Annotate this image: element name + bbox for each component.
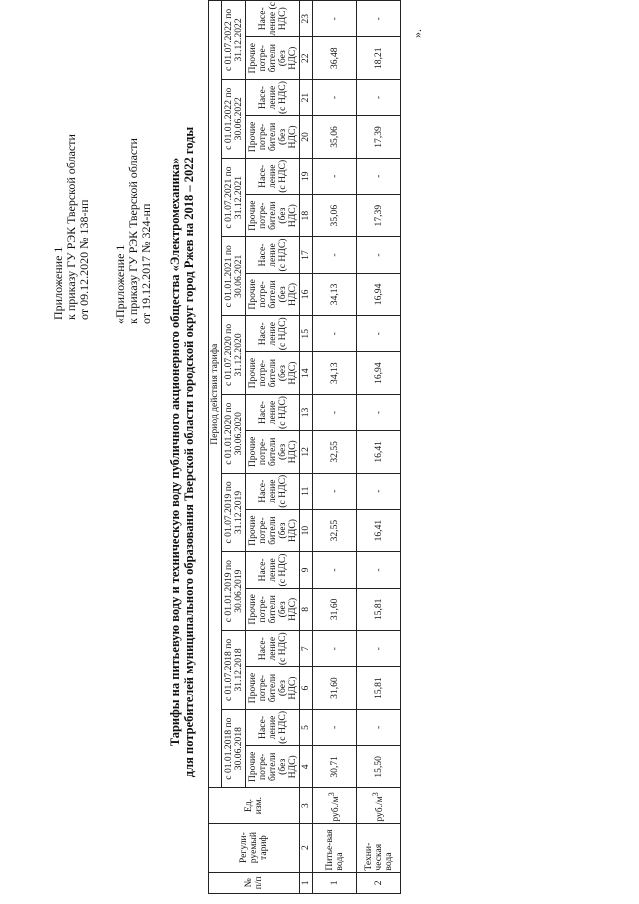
closing-mark: ». xyxy=(410,29,424,38)
tariff-value: 15,81 xyxy=(357,588,401,630)
subheader-other: Прочие потре-бители (без НДС) xyxy=(246,194,300,236)
unit-superscript: 3 xyxy=(371,792,381,797)
tariff-value: - xyxy=(313,316,357,352)
tariff-value: 32,55 xyxy=(313,431,357,473)
subheader-population: Насе-ление (с НДС) xyxy=(246,631,300,667)
table-row xyxy=(313,1,357,894)
tariff-value: 30,71 xyxy=(313,746,357,788)
column-index: 20 xyxy=(300,116,313,158)
tariff-value: 16,94 xyxy=(357,273,401,315)
tariff-value: - xyxy=(357,316,401,352)
subheader-other: Прочие потре-бители (без НДС) xyxy=(246,37,300,79)
subheader-population: Насе-ление (с НДС) xyxy=(246,237,300,273)
column-index: 4 xyxy=(300,746,313,788)
period-header: с 01.01.2018 по 30.06.2018 xyxy=(222,709,246,788)
subheader-other: Прочие потре-бители (без НДС) xyxy=(246,746,300,788)
appendix-current-line: Приложение 1 xyxy=(51,246,65,320)
tariff-value: - xyxy=(357,158,401,194)
tariff-value: 18,21 xyxy=(357,37,401,79)
column-index: 16 xyxy=(300,273,313,315)
row-tariff: Техни-ческая вода xyxy=(357,823,401,872)
row-unit xyxy=(357,788,401,823)
subheader-other: Прочие потре-бители (без НДС) xyxy=(246,116,300,158)
tariff-table xyxy=(208,0,401,894)
title-line-1: Тарифы на питьевую воду и техническую воду публичного акционерного общества «Электромеханика» xyxy=(168,157,182,747)
subheader-population: Насе-ление (с НДС) xyxy=(246,316,300,352)
column-index: 9 xyxy=(300,552,313,588)
tariff-value: - xyxy=(313,552,357,588)
tariff-value: - xyxy=(313,394,357,430)
tariff-value: - xyxy=(357,709,401,745)
period-header: с 01.07.2018 по 31.12.2018 xyxy=(222,631,246,710)
column-index: 5 xyxy=(300,709,313,745)
tariff-value: 31,60 xyxy=(313,588,357,630)
subheader-population: Насе-ление (с НДС) xyxy=(246,709,300,745)
column-index: 13 xyxy=(300,394,313,430)
tariff-value: 17,39 xyxy=(357,116,401,158)
subheader-population: Насе-ление (с НДС) xyxy=(246,473,300,509)
header-unit: Ед. изм. xyxy=(209,788,300,823)
column-index: 2 xyxy=(300,823,313,872)
subheader-other: Прочие потре-бители (без НДС) xyxy=(246,273,300,315)
tariff-value: 16,41 xyxy=(357,431,401,473)
tariff-value: 35,06 xyxy=(313,116,357,158)
tariff-value: 32,55 xyxy=(313,509,357,551)
subheader-other: Прочие потре-бители (без НДС) xyxy=(246,509,300,551)
document-title xyxy=(168,0,196,904)
unit-text: руб./м xyxy=(374,796,386,822)
tariff-value: - xyxy=(357,1,401,38)
header-period-group: Период действия тарифа xyxy=(209,1,222,789)
period-header: с 01.01.2021 по 30.06.2021 xyxy=(222,237,246,316)
column-index: 10 xyxy=(300,509,313,551)
subheader-other: Прочие потре-бители (без НДС) xyxy=(246,352,300,394)
column-index: 3 xyxy=(300,788,313,823)
header-num: № п/п xyxy=(209,872,300,893)
column-index: 18 xyxy=(300,194,313,236)
tariff-value: 35,06 xyxy=(313,194,357,236)
period-header: с 01.01.2022 по 30.06.2022 xyxy=(222,79,246,158)
column-index: 8 xyxy=(300,588,313,630)
tariff-value: 16,41 xyxy=(357,509,401,551)
column-index: 1 xyxy=(300,872,313,893)
tariff-value: - xyxy=(357,394,401,430)
unit-text: руб./м xyxy=(330,796,342,822)
column-index: 15 xyxy=(300,316,313,352)
subheader-other: Прочие потре-бители (без НДС) xyxy=(246,667,300,709)
period-header: с 01.07.2019 по 31.12.2019 xyxy=(222,473,246,552)
period-header: с 01.01.2019 по 30.06.2019 xyxy=(222,552,246,631)
tariff-value: 16,94 xyxy=(357,352,401,394)
tariff-value: - xyxy=(313,1,357,38)
tariff-value: - xyxy=(313,158,357,194)
column-index: 7 xyxy=(300,631,313,667)
row-num: 1 xyxy=(313,872,357,893)
column-index: 17 xyxy=(300,237,313,273)
tariff-value: - xyxy=(313,473,357,509)
tariff-value: 17,39 xyxy=(357,194,401,236)
tariff-value: 15,50 xyxy=(357,746,401,788)
column-index: 11 xyxy=(300,473,313,509)
subheader-population: Насе-ление (с НДС) xyxy=(246,1,300,38)
tariff-value: 34,13 xyxy=(313,273,357,315)
tariff-value: 34,13 xyxy=(313,352,357,394)
table-row xyxy=(357,1,401,894)
tariff-value: - xyxy=(357,552,401,588)
column-index: 22 xyxy=(300,37,313,79)
tariff-value: - xyxy=(313,237,357,273)
tariff-value: - xyxy=(357,79,401,115)
tariff-value: - xyxy=(357,473,401,509)
subheader-population: Насе-ление (с НДС) xyxy=(246,552,300,588)
title-line-2: для потребителей муниципального образования Тверской области городской округ город Ржев на 2018 – 2022 годы xyxy=(182,126,196,778)
column-index: 6 xyxy=(300,667,313,709)
tariff-value: - xyxy=(313,79,357,115)
tariff-value: - xyxy=(313,709,357,745)
period-header: с 01.07.2021 по 31.12.2021 xyxy=(222,158,246,237)
appendix-current-line: к приказу ГУ РЭК Тверской области xyxy=(64,134,78,320)
tariff-value: - xyxy=(357,631,401,667)
column-index: 12 xyxy=(300,431,313,473)
column-index: 21 xyxy=(300,79,313,115)
appendix-current-block xyxy=(52,60,91,320)
unit-superscript: 3 xyxy=(327,792,337,797)
tariff-value: 36,48 xyxy=(313,37,357,79)
tariff-value: - xyxy=(357,237,401,273)
period-header: с 01.07.2020 по 31.12.2020 xyxy=(222,316,246,395)
column-index: 19 xyxy=(300,158,313,194)
subheader-population: Насе-ление (с НДС) xyxy=(246,79,300,115)
period-header: с 01.07.2022 по 31.12.2022 xyxy=(222,1,246,80)
period-header: с 01.01.2020 по 30.06.2020 xyxy=(222,394,246,473)
header-tariff: Регули-руемый тариф xyxy=(209,823,300,872)
tariff-value: 31,60 xyxy=(313,667,357,709)
tariff-value: - xyxy=(313,631,357,667)
appendix-current-line: от 09.12.2020 № 138-нп xyxy=(77,199,91,320)
row-num: 2 xyxy=(357,872,401,893)
appendix-original-line: от 19.12.2017 № 324-нп xyxy=(139,203,153,324)
column-index: 14 xyxy=(300,352,313,394)
appendix-original-line: к приказу ГУ РЭК Тверской области xyxy=(126,138,140,324)
subheader-other: Прочие потре-бители (без НДС) xyxy=(246,431,300,473)
tariff-value: 15,81 xyxy=(357,667,401,709)
subheader-population: Насе-ление (с НДС) xyxy=(246,394,300,430)
subheader-population: Насе-ление (с НДС) xyxy=(246,158,300,194)
column-index: 23 xyxy=(300,1,313,38)
subheader-other: Прочие потре-бители (без НДС) xyxy=(246,588,300,630)
appendix-original-block xyxy=(114,64,153,324)
row-tariff: Питье-вая вода xyxy=(313,823,357,872)
row-unit xyxy=(313,788,357,823)
appendix-original-line: «Приложение 1 xyxy=(113,244,127,324)
